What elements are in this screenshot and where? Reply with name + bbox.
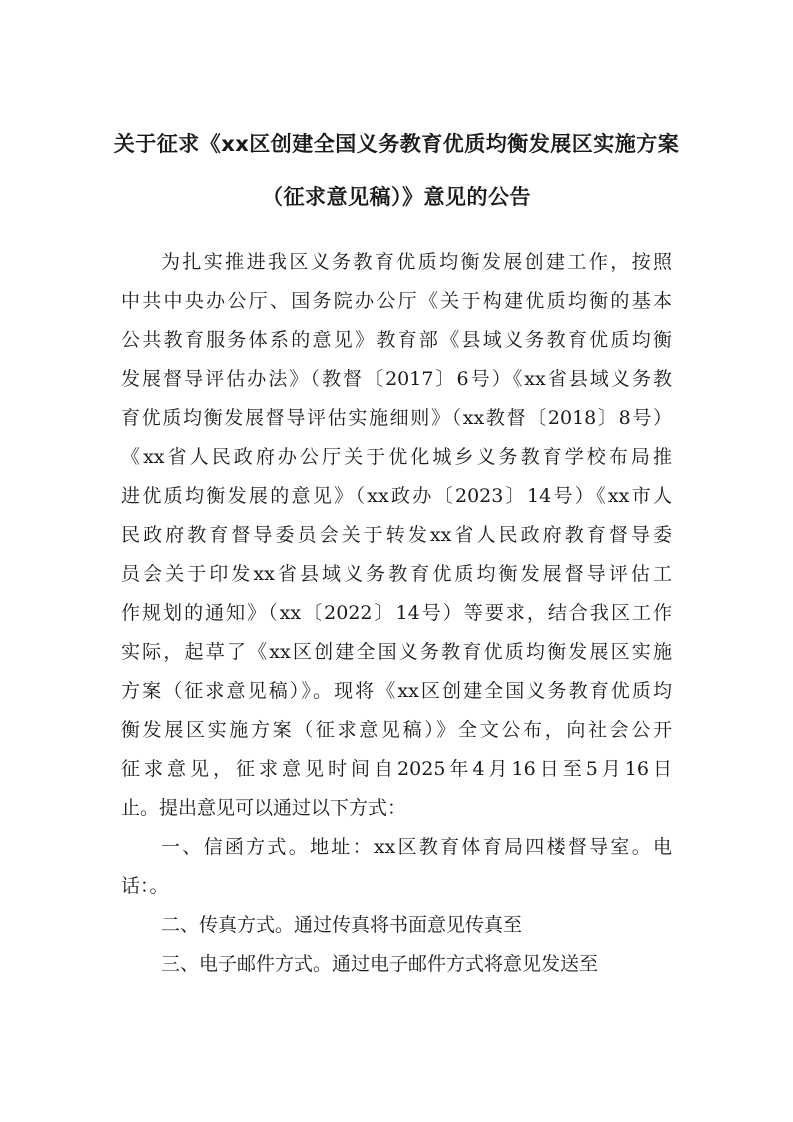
paragraph-1-line: 民政府教育督导委员会关于转发xx省人民政府教育督导委 [121, 524, 672, 546]
document-title-line-2: （征求意见稿）》意见的公告 [262, 185, 531, 209]
paragraph-1-line: 方案（征求意见稿）》。现将《xx区创建全国义务教育优质均 [121, 680, 672, 702]
paragraph-1-line: 衡发展区实施方案（征求意见稿）》全文公布，向社会公开 [121, 719, 672, 741]
paragraph-1-line: 为扎实推进我区义务教育优质均衡发展创建工作，按照 [161, 251, 672, 273]
paragraph-2-line: 话：。 [121, 875, 169, 897]
paragraph-2-line: 一、信函方式。地址：xx区教育体育局四楼督导室。电 [161, 836, 672, 858]
paragraph-1-line: 员会关于印发xx省县域义务教育优质均衡发展督导评估工 [121, 563, 672, 585]
document-title-line-1: 关于征求《xx区创建全国义务教育优质均衡发展区实施方案 [113, 132, 680, 156]
paragraph-1-line: 发展督导评估办法》（教督〔2017〕6号）《xx省县域义务教 [121, 368, 672, 390]
paragraph-1-line: 进优质均衡发展的意见》（xx政办〔2023〕14号）《xx市人 [121, 485, 672, 507]
paragraph-1-line: 止。提出意见可以通过以下方式： [121, 797, 407, 819]
paragraph-1-line: 育优质均衡发展督导评估实施细则》（xx教督〔2018〕8号） [121, 407, 672, 429]
paragraph-1-line: 作规划的通知》（xx〔2022〕14号）等要求，结合我区工作 [121, 602, 672, 624]
paragraph-4-line: 三、电子邮件方式。通过电子邮件方式将意见发送至 [161, 953, 599, 975]
paragraph-1-line: 《xx省人民政府办公厅关于优化城乡义务教育学校布局推 [121, 446, 672, 468]
paragraph-1-line: 实际，起草了《xx区创建全国义务教育优质均衡发展区实施 [121, 641, 672, 663]
paragraph-1-line: 公共教育服务体系的意见》教育部《县域义务教育优质均衡 [121, 329, 672, 351]
paragraph-1-line: 征求意见，征求意见时间自2025年4月16日至5月16日 [121, 758, 672, 780]
paragraph-3-line: 二、传真方式。通过传真将书面意见传真至 [161, 914, 523, 936]
paragraph-1-line: 中共中央办公厅、国务院办公厅《关于构建优质均衡的基本 [121, 290, 672, 312]
